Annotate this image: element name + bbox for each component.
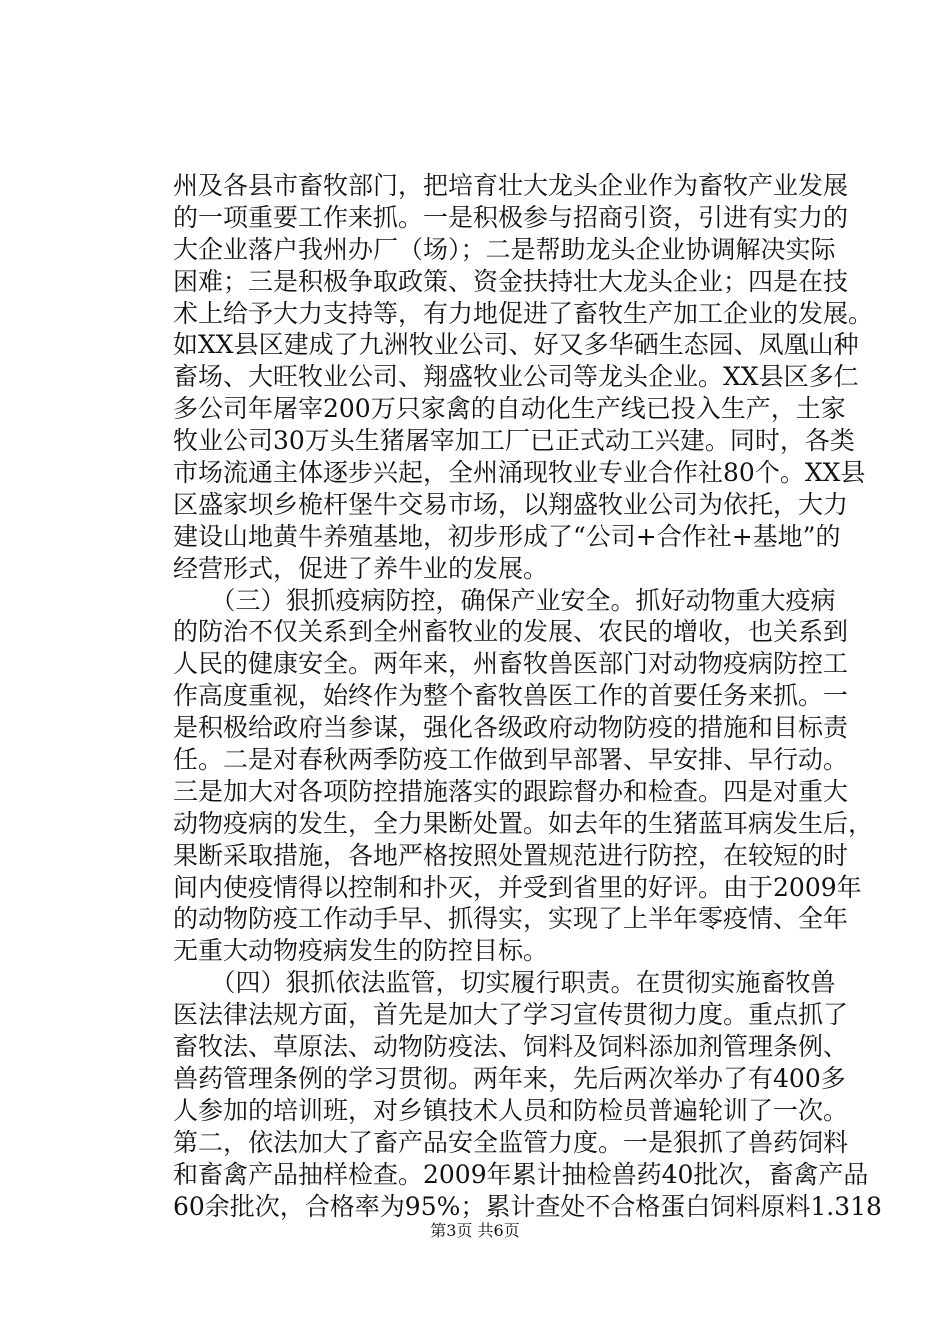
text-line: 市场流通主体逐步兴起，全州涌现牧业专业合作社80个。XX县: [173, 458, 866, 488]
text-line: 畜场、大旺牧业公司、翔盛牧业公司等龙头企业。XX县区多仁: [173, 362, 859, 392]
text-line: 人民的健康安全。两年来，州畜牧兽医部门对动物疫病防控工: [173, 649, 849, 679]
text-line: 的动物防疫工作动手早、抓得实，实现了上半年零疫情、全年: [173, 904, 849, 934]
text-line: 牧业公司30万头生猪屠宰加工厂已正式动工兴建。同时，各类: [173, 426, 855, 456]
page-number-footer: 第3页 共6页: [430, 1221, 520, 1240]
text-line: （四）狠抓依法监管，切实履行职责。在贯彻实施畜牧兽: [173, 968, 836, 998]
text-line: 畜牧法、草原法、动物防疫法、饲料及饲料添加剂管理条例、: [173, 1032, 849, 1062]
text-line: 的一项重要工作来抓。一是积极参与招商引资，引进有实力的: [173, 202, 849, 232]
text-line: 医法律法规方面，首先是加大了学习宣传贯彻力度。重点抓了: [173, 1000, 849, 1030]
text-line: 作高度重视，始终作为整个畜牧兽医工作的首要任务来抓。一: [173, 681, 849, 711]
text-line: 的防治不仅关系到全州畜牧业的发展、农民的增收，也关系到: [173, 617, 849, 647]
text-line: 人参加的培训班，对乡镇技术人员和防检员普遍轮训了一次。: [173, 1095, 849, 1125]
body-text: [173, 170, 882, 1222]
text-line: 无重大动物疫病发生的防控目标。: [173, 936, 549, 966]
text-line: 大企业落户我州办厂（场）；二是帮助龙头企业协调解决实际: [173, 234, 836, 264]
text-line: 三是加大对各项防控措施落实的跟踪督办和检查。四是对重大: [173, 776, 849, 806]
text-line: 困难；三是积极争取政策、资金扶持壮大龙头企业；四是在技: [173, 266, 849, 296]
text-line: 任。二是对春秋两季防疫工作做到早部署、早安排、早行动。: [173, 745, 849, 775]
text-line: 第二，依法加大了畜产品安全监管力度。一是狠抓了兽药饲料: [173, 1127, 849, 1157]
text-line: 是积极给政府当参谋，强化各级政府动物防疫的措施和目标责: [173, 713, 849, 743]
text-line: 经营形式，促进了养牛业的发展。: [173, 553, 549, 583]
text-line: 和畜禽产品抽样检查。2009年累计抽检兽药40批次，畜禽产品: [173, 1159, 869, 1189]
text-line: 州及各县市畜牧部门，把培育壮大龙头企业作为畜牧产业发展: [173, 171, 849, 200]
text-line: 60余批次，合格率为95%；累计查处不合格蛋白饲料原料1.318: [173, 1191, 882, 1221]
text-line: 果断采取措施，各地严格按照处置规范进行防控，在较短的时: [173, 840, 849, 870]
text-line: 多公司年屠宰200万只家禽的自动化生产线已投入生产，土家: [173, 394, 846, 424]
text-line: 建设山地黄牛养殖基地，初步形成了“公司+合作社+基地”的: [173, 521, 841, 551]
text-line: （三）狠抓疫病防控，确保产业安全。抓好动物重大疫病: [173, 585, 836, 615]
text-line: 如XX县区建成了九洲牧业公司、好又多华硒生态园、凤凰山种: [173, 330, 859, 360]
text-line: 间内使疫情得以控制和扑灭，并受到省里的好评。由于2009年: [173, 872, 862, 902]
text-line: 区盛家坝乡桅杆堡牛交易市场，以翔盛牧业公司为依托，大力: [173, 489, 849, 519]
text-line: 兽药管理条例的学习贯彻。两年来，先后两次举办了有400多: [173, 1063, 846, 1093]
text-line: 术上给予大力支持等，有力地促进了畜牧生产加工企业的发展。: [173, 298, 874, 328]
text-line: 动物疫病的发生，全力果断处置。如去年的生猪蓝耳病发生后，: [173, 808, 874, 838]
